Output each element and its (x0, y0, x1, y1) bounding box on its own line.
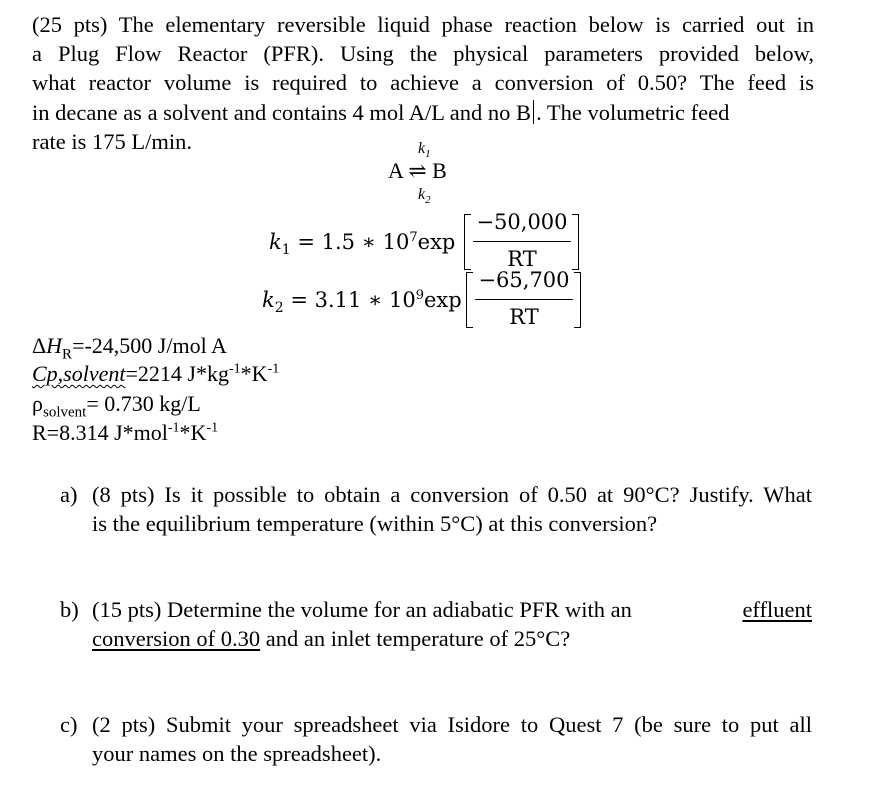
question-a-body (92, 480, 812, 538)
question-c-body (92, 710, 812, 768)
intro-line-4a: in decane as a solvent and contains 4 mol A/L and no B (32, 99, 532, 125)
k2-symbol: k (262, 288, 275, 312)
question-c-line-2: your names on the spreadsheet). (92, 741, 382, 767)
cp-exp2: -1 (267, 361, 280, 377)
enthalpy-sub: R (62, 346, 73, 363)
enthalpy-symbol: H (46, 333, 63, 358)
question-a-line-1: (8 pts) Is it possible to obtain a conversion of 0.50 at 90°C? Justify. What (92, 482, 812, 507)
question-c (60, 710, 812, 770)
problem-statement (32, 10, 814, 156)
param-gas-constant (32, 420, 218, 446)
question-b-body (92, 595, 812, 653)
k2-numerator: −65,700 (478, 268, 570, 292)
product-b: B (432, 158, 447, 183)
question-b-underlined-effluent: effluent (742, 597, 812, 622)
k1-coeff: = 1.5 ∗ 10 (297, 230, 410, 254)
question-a-line-2: is the equilibrium temperature (within 5°C) at this conversion? (92, 511, 658, 537)
question-b-label: b) (60, 597, 79, 622)
rho-sub: solvent (42, 404, 87, 421)
intro-line-4 (32, 98, 814, 127)
intro-line-1: (25 pts) The elementary reversible liquid phase reaction below is carried out in (32, 12, 814, 37)
intro-line-3: what reactor volume is required to achieve a conversion of 0.50? The feed is (32, 70, 814, 96)
param-density (32, 391, 201, 421)
cp-exp1: -1 (228, 361, 241, 377)
text-cursor (533, 100, 534, 124)
k2-equation (262, 288, 462, 316)
intro-line-2: a Plug Flow Reactor (PFR). Using the physical parameters provided below, (32, 41, 814, 67)
k2-right-bracket (574, 272, 581, 328)
question-a-label: a) (60, 482, 78, 507)
k1-symbol: k (269, 230, 282, 254)
k2-sub: 2 (274, 300, 284, 317)
reaction-k2-label: $k_2$ (418, 186, 431, 207)
k1-exponent: 7 (409, 230, 418, 245)
k1-equation (269, 230, 455, 258)
question-b-line-1 (92, 595, 812, 624)
k1-fraction-bar (473, 241, 571, 242)
intro-line-5: rate is 175 L/min. (32, 128, 192, 154)
delta-symbol: Δ (32, 333, 47, 358)
rho-value: = 0.730 kg/L (86, 391, 201, 416)
enthalpy-value: =-24,500 J/mol A (72, 333, 227, 358)
reaction-k1-label: $k_1$ (418, 140, 431, 161)
question-c-label: c) (60, 712, 78, 737)
r-value: R=8.314 J*mol (32, 420, 168, 445)
param-heat-capacity (32, 361, 279, 387)
k2-exponent: 9 (415, 288, 424, 303)
rho-symbol: ρ (32, 391, 43, 416)
question-a (60, 480, 812, 540)
k1-numerator: −50,000 (476, 210, 568, 234)
k1-exp-func: exp (417, 230, 456, 254)
question-b (60, 595, 812, 655)
question-b-line-2 (92, 624, 812, 653)
cp-label: Cp,solvent (32, 361, 126, 386)
r-unit-k: *K (179, 420, 207, 445)
reaction-equation (388, 158, 447, 184)
r-exp2: -1 (206, 420, 219, 436)
k1-sub: 1 (281, 242, 291, 259)
cp-unit-k: *K (240, 361, 268, 386)
k2-exp-func: exp (424, 288, 462, 312)
param-heat-of-reaction (32, 333, 227, 363)
question-b-underlined-conversion: conversion of 0.30 (92, 626, 261, 652)
k2-coeff: = 3.11 ∗ 10 (290, 288, 416, 312)
r-exp1: -1 (167, 420, 180, 436)
k1-right-bracket (572, 214, 579, 270)
equilibrium-arrow-icon: ⇌ (408, 158, 427, 183)
k2-denominator: RT (509, 305, 539, 329)
question-b-line-2-text: and an inlet temperature of 25°C? (260, 626, 571, 652)
intro-line-4b: . The volumetric feed (536, 99, 730, 125)
cp-value: =2214 J*kg (125, 361, 229, 386)
k1-denominator: RT (507, 247, 537, 271)
reactant-a: A (388, 158, 403, 183)
k2-fraction-bar (475, 299, 573, 300)
question-b-line-1-text: (15 pts) Determine the volume for an adiabatic PFR with an (92, 597, 632, 622)
question-c-line-1: (2 pts) Submit your spreadsheet via Isidore to Quest 7 (be sure to put all (92, 712, 812, 737)
